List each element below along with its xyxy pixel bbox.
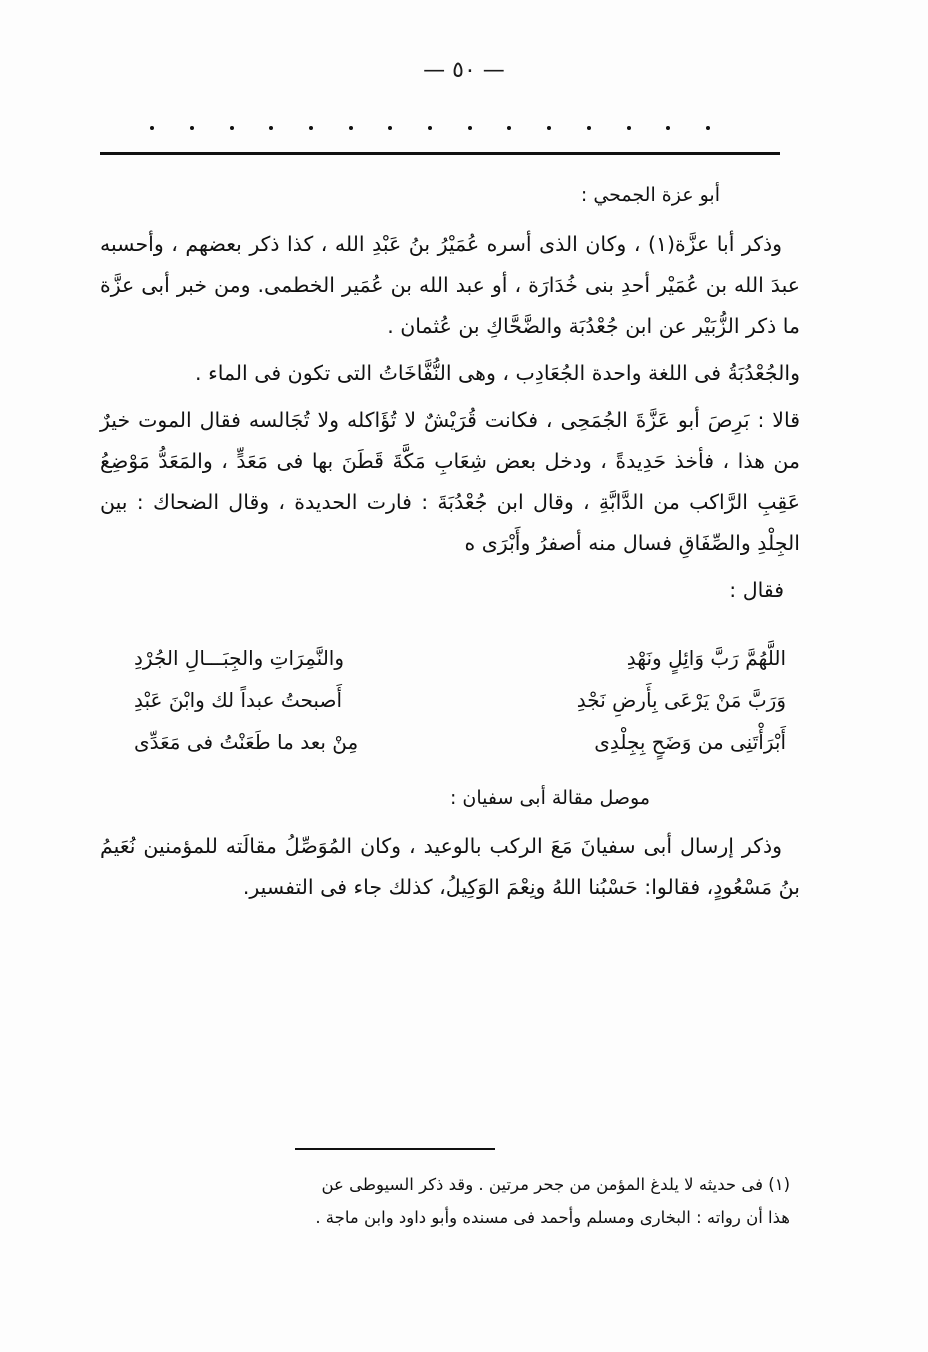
separator-dot xyxy=(150,126,154,130)
separator-dot xyxy=(627,126,631,130)
hemistich-left: أَصبحتُ عبداً لك وابْنَ عَبْدِ xyxy=(134,688,342,713)
separator-dot xyxy=(706,126,710,130)
verse-line xyxy=(100,679,800,721)
separator-dot xyxy=(507,126,511,130)
separator-dot xyxy=(388,126,392,130)
separator-dot xyxy=(349,126,353,130)
hemistich-left: مِنْ بعد ما طَعَنْتُ فى مَعَدِّى xyxy=(134,730,359,755)
footnote-block xyxy=(110,1168,790,1234)
hemistich-right: أَبْرَأْتَنِى من وَضَحٍ بِجِلْدِى xyxy=(594,730,786,755)
footnote-line: (١) فى حديثه لا يلدغ المؤمن من جحر مرتين . وقد ذكر السيوطى عن xyxy=(321,1175,790,1194)
verse-line xyxy=(100,637,800,679)
page-number: — ٥٠ — xyxy=(423,58,505,83)
hemistich-right: اللَّهُمَّ رَبَّ وَائِلٍ ونَهْدِ xyxy=(626,646,786,671)
separator-dot xyxy=(666,126,670,130)
verse-line xyxy=(100,721,800,763)
poem-block xyxy=(100,637,800,763)
separator-dot xyxy=(230,126,234,130)
separator-dot xyxy=(587,126,591,130)
hemistich-left: والنَّمِرَاتِ والجِبَـــالِ الجُرْدِ xyxy=(134,646,344,671)
separator-dot xyxy=(309,126,313,130)
separator-dot xyxy=(547,126,551,130)
header-rule xyxy=(100,152,780,155)
dot-separator xyxy=(150,126,710,130)
main-text-column xyxy=(100,180,800,914)
body-paragraph: وذكر إرسال أبى سفيانَ مَعَ الركب بالوعيد ، وكان المُوَصِّلُ مقالَته للمؤمنين نُعَيمُ بنُ مَسْعُودٍ، فقالوا: حَسْبُنا اللهُ ونِعْمَ الوَكِيلُ، كذلك جاء فى التفسير. xyxy=(100,833,800,899)
separator-dot xyxy=(468,126,472,130)
body-paragraph: وذكر أبا عزَّة(١) ، وكان الذى أسره عُمَيْرُ بنُ عَبْدِ الله ، كذا ذكر بعضهم ، وأحسبه عبدَ الله بن عُمَيْر أحدِ بنى خُدَارَة ، أو عبد الله بن عُمَير الخطمى. ومن خبر أبى عزَّة ما ذكر الزُّبَيْر عن ابن جُعْدُبَة والضَّحَّاكِ بن عُثمان . xyxy=(100,232,800,339)
body-paragraph: فقال : xyxy=(729,578,784,603)
section-subheading: موصل مقالة أبى سفيان : xyxy=(449,787,650,810)
footnote-rule xyxy=(295,1148,495,1150)
hemistich-right: وَرَبَّ مَنْ يَرْعَى بِأَرضِ نَجْدِ xyxy=(576,688,786,713)
separator-dot xyxy=(190,126,194,130)
body-paragraph: قالا : بَرِصَ أبو عَزَّةَ الجُمَحِى ، فكانت قُرَيْشٌ لا تُؤَاكله ولا تُجَالسه فقال الموت خيرٌ من هذا ، فأخذ حَدِيدةً ، ودخل بعض شِعَابِ مَكَّةَ قَطَنَ بها فى مَعَدٍّ ، والمَعَدُّ مَوْضِعُ عَقِبِ الرَّاكب من الدَّابَّةِ ، وقال ابن جُعْدُبَةَ : فارت الحديدة ، وقال الضحاك : بين الجِلْدِ والصِّفَاقِ فسال منه أصفرُ وأَبْرَى ه xyxy=(100,408,800,556)
separator-dot xyxy=(428,126,432,130)
body-paragraph: والجُعْدُبَةُ فى اللغة واحدة الجُعَادِب ، وهى النُّفَّاخَاتُ التى تكون فى الماء . xyxy=(195,361,800,386)
section-heading: أبو عزة الجمحي : xyxy=(580,184,720,206)
footnote-line: هذا أن رواته : البخارى ومسلم وأحمد فى مسنده وأبو داود وابن ماجة . xyxy=(315,1208,790,1227)
separator-dot xyxy=(269,126,273,130)
